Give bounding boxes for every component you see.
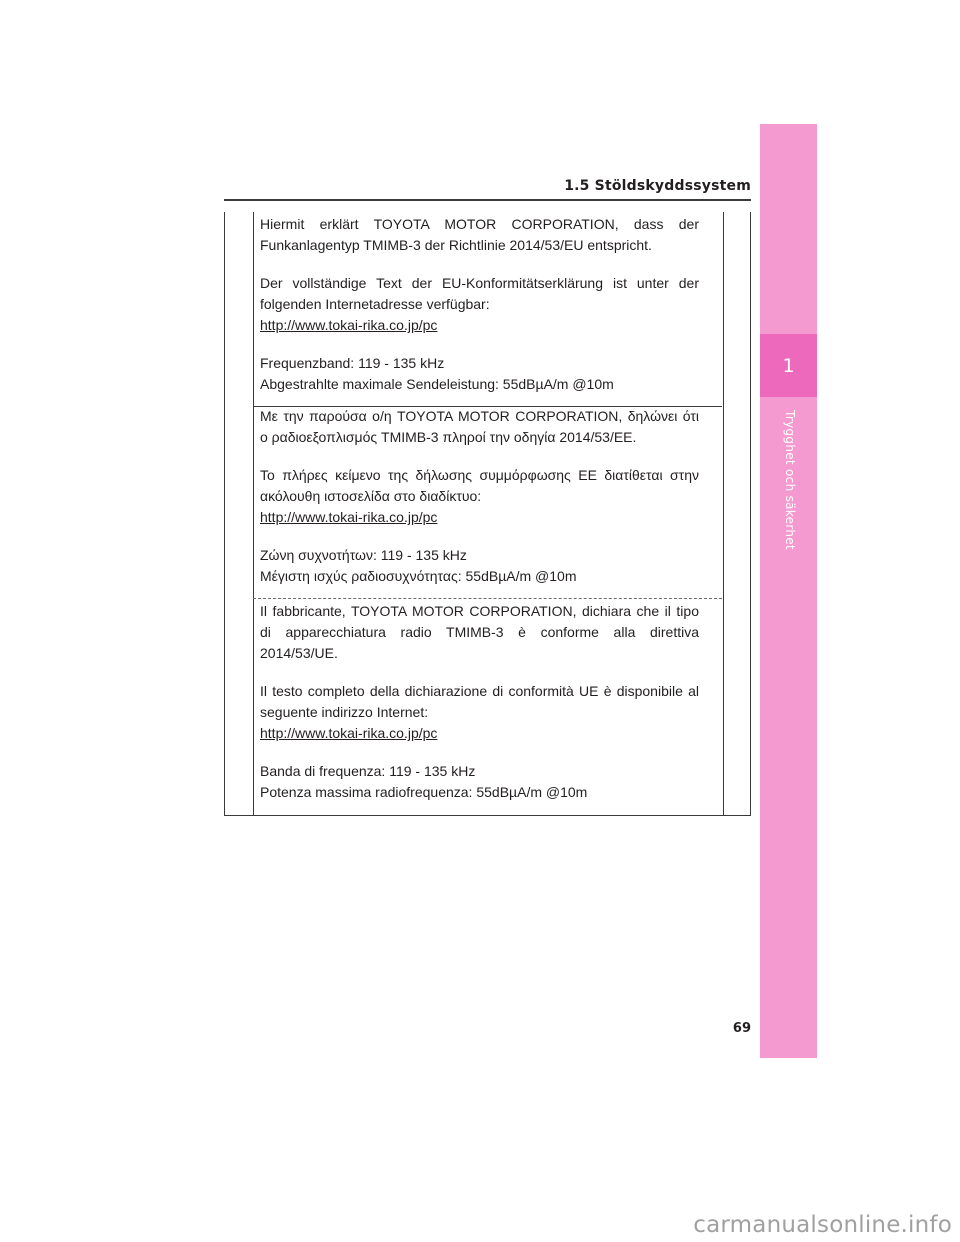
paragraph: Ζώνη συχνοτήτων: 119 - 135 kHz bbox=[260, 547, 467, 563]
chapter-number: 1 bbox=[782, 354, 795, 377]
paragraph: Potenza massima radiofrequenza: 55dBµA/m @10m bbox=[260, 784, 588, 800]
paragraph: Με την παρούσα ο/η TOYOTA MOTOR CORPORATION, δηλώνει ότι bbox=[260, 408, 699, 424]
watermark: carmanualsonline.info bbox=[693, 1212, 952, 1238]
section-header: 1.5 Stöldskyddssystem bbox=[564, 178, 751, 194]
page-number: 69 bbox=[732, 1021, 751, 1036]
paragraph: Abgestrahlte maximale Sendeleistung: 55dBµA/m @10m bbox=[260, 376, 614, 392]
paragraph: ακόλουθη ιστοσελίδα στο διαδίκτυο: bbox=[260, 488, 482, 504]
block-separator bbox=[253, 598, 722, 599]
paragraph: ο ραδιοεξοπλισμός TMIMB-3 πληροί την οδηγία 2014/53/ΕΕ. bbox=[260, 429, 637, 445]
declaration-block-german bbox=[260, 214, 699, 395]
paragraph: 2014/53/UE. bbox=[260, 645, 338, 661]
paragraph: Il fabbricante, TOYOTA MOTOR CORPORATION, dichiara che il tipo bbox=[260, 603, 699, 619]
declaration-link[interactable]: http://www.tokai-rika.co.jp/pc bbox=[260, 317, 438, 333]
paragraph: seguente indirizzo Internet: bbox=[260, 704, 429, 720]
paragraph: Μέγιστη ισχύς ραδιοσυχνότητας: 55dBµA/m @10m bbox=[260, 568, 577, 584]
header-rule bbox=[224, 199, 751, 201]
paragraph: Il testo completo della dichiarazione di conformità UE è disponibile al bbox=[260, 683, 699, 699]
declaration-block-italian bbox=[260, 601, 699, 803]
paragraph: Το πλήρες κείμενο της δήλωσης συμμόρφωσης ΕΕ διατίθεται στην bbox=[260, 467, 699, 483]
declaration-link[interactable]: http://www.tokai-rika.co.jp/pc bbox=[260, 725, 438, 741]
paragraph: Frequenzband: 119 - 135 kHz bbox=[260, 355, 445, 371]
chapter-title: Trygghet och säkerhet bbox=[783, 410, 797, 550]
declaration-block-greek bbox=[260, 406, 699, 587]
chapter-number-box bbox=[760, 334, 817, 397]
chapter-title-container bbox=[783, 410, 807, 550]
paragraph: Hiermit erklärt TOYOTA MOTOR CORPORATION, dass der bbox=[260, 216, 699, 232]
paragraph: folgenden Internetadresse verfügbar: bbox=[260, 296, 490, 312]
declaration-link[interactable]: http://www.tokai-rika.co.jp/pc bbox=[260, 509, 438, 525]
paragraph: Banda di frequenza: 119 - 135 kHz bbox=[260, 763, 476, 779]
paragraph: Der vollständige Text der EU-Konformitätserklärung ist unter der bbox=[260, 275, 699, 291]
paragraph: di apparecchiatura radio TMIMB-3 è conforme alla direttiva bbox=[260, 624, 699, 640]
paragraph: Funkanlagentyp TMIMB-3 der Richtlinie 2014/53/EU entspricht. bbox=[260, 237, 652, 253]
chapter-side-tab bbox=[760, 124, 817, 1058]
